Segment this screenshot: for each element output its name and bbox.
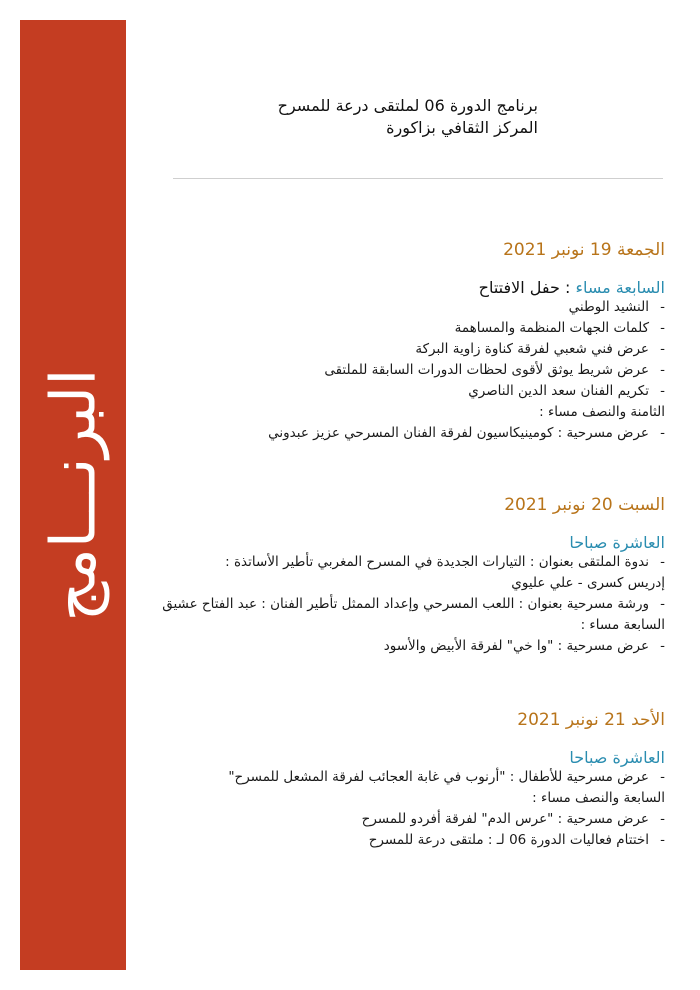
- header-divider: [173, 178, 663, 179]
- list-item: -النشيد الوطني: [568, 299, 665, 315]
- header-line-2: المركز الثقافي بزاكورة: [386, 118, 538, 137]
- list-item: -تكريم الفنان سعد الدين الناصري: [468, 383, 665, 399]
- sidebar-band: [20, 20, 126, 970]
- list-item: -عرض شريط يوثق لأقوى لحظات الدورات السابقة للملتقى: [324, 362, 665, 378]
- time-label: العاشرة صباحا: [569, 533, 665, 552]
- time-text: السابعة مساء: [575, 278, 665, 297]
- day-sunday: [145, 710, 665, 851]
- time-label-secondary: السابعة مساء :: [580, 617, 665, 633]
- list-item: -كلمات الجهات المنظمة والمساهمة: [454, 320, 665, 336]
- time-label-secondary: الثامنة والنصف مساء :: [539, 404, 665, 420]
- list-item: -ندوة الملتقى بعنوان : التيارات الجديدة في المسرح المغربي تأطير الأساتذة :: [225, 554, 665, 570]
- list-item: -عرض مسرحية : "عرس الدم" لفرقة أفردو للمسرح: [361, 811, 665, 827]
- program-content: [140, 0, 670, 990]
- list-item: -ورشة مسرحية بعنوان : اللعب المسرحي وإعداد الممثل تأطير الفنان : عبد الفتاح عشيق: [162, 596, 665, 612]
- time-label: [145, 278, 665, 297]
- time-label: العاشرة صباحا: [569, 748, 665, 767]
- time-suffix: : حفل الافتتاح: [478, 278, 576, 297]
- list-item: -عرض فني شعبي لفرقة كناوة زاوية البركة: [415, 341, 665, 357]
- header-line-1: برنامج الدورة 06 لملتقى درعة للمسرح: [277, 96, 538, 115]
- program-header: [178, 95, 538, 139]
- day-title: السبت 20 نونبر 2021: [504, 495, 665, 515]
- sidebar-title: البرنـــامج: [36, 368, 110, 622]
- list-item-continuation: إدريس كسرى - علي عليوي: [511, 575, 665, 591]
- day-saturday: [145, 495, 665, 657]
- list-item: -عرض مسرحية : كومينيكاسيون لفرقة الفنان المسرحي عزيز عبدوني: [268, 425, 665, 441]
- day-friday: [145, 240, 665, 444]
- day-title: الأحد 21 نونبر 2021: [517, 710, 665, 730]
- list-item: -عرض مسرحية للأطفال : "أرنوب في غابة العجائب لفرقة المشعل للمسرح": [228, 769, 665, 785]
- list-item: -عرض مسرحية : "وا خي" لفرقة الأبيض والأسود: [383, 638, 665, 654]
- day-title: الجمعة 19 نونبر 2021: [503, 240, 665, 260]
- time-label-secondary: السابعة والنصف مساء :: [532, 790, 665, 806]
- list-item: -اختتام فعاليات الدورة 06 لـ : ملتقى درعة للمسرح: [368, 832, 665, 848]
